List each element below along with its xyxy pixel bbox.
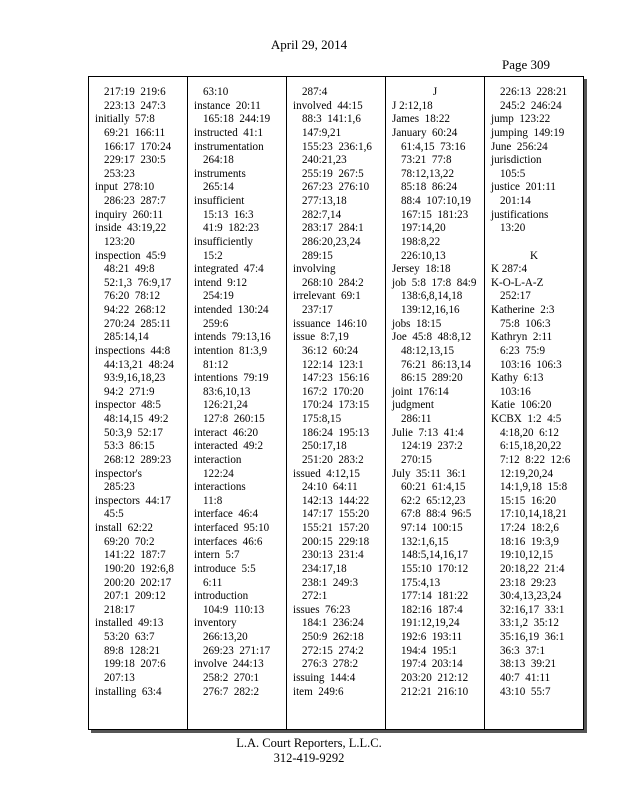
index-line: 83:6,10,13 <box>203 385 251 398</box>
index-line: 199:18 207:6 <box>104 658 166 671</box>
index-line: 17:10,14,18,21 <box>500 508 567 521</box>
index-line: issuance 146:10 <box>293 317 367 330</box>
index-line: intend 9:12 <box>194 276 247 289</box>
index-line: 276:3 278:2 <box>302 658 359 671</box>
index-line: 155:23 236:1,6 <box>302 140 372 153</box>
index-line: 194:4 195:1 <box>401 644 458 657</box>
index-line: Kathryn 2:11 <box>491 331 553 344</box>
index-line: 148:5,14,16,17 <box>401 549 468 562</box>
index-line: interacted 49:2 <box>194 440 264 453</box>
index-line: 62:2 65:12,23 <box>401 494 466 507</box>
index-line: intention 81:3,9 <box>194 344 268 357</box>
index-line: 30:4,13,23,24 <box>500 590 562 603</box>
index-line: 40:7 41:11 <box>500 671 551 684</box>
index-line: issues 76:23 <box>293 603 351 616</box>
index-line: 53:20 63:7 <box>104 631 155 643</box>
index-line: 264:18 <box>203 154 234 167</box>
index-line: 285:23 <box>104 481 135 494</box>
index-line: Julie 7:13 41:4 <box>392 426 464 439</box>
index-line: 167:15 181:23 <box>401 208 469 221</box>
index-line: input 278:10 <box>95 181 155 194</box>
reporter-company: L.A. Court Reporters, L.L.C. <box>236 736 382 750</box>
index-line: 254:19 <box>203 290 234 303</box>
index-line: 245:2 246:24 <box>500 99 562 112</box>
index-line: 175:8,15 <box>302 413 342 425</box>
index-line: 45:5 <box>104 508 124 521</box>
index-line: 175:4,13 <box>401 576 441 589</box>
index-line: 285:14,14 <box>104 331 149 344</box>
index-line: inspections 44:8 <box>95 344 171 357</box>
index-line: 207:13 <box>104 671 135 684</box>
index-line: Kathy 6:13 <box>491 372 544 385</box>
index-line: 198:8,22 <box>401 235 441 248</box>
index-line: 124:19 237:2 <box>401 440 463 453</box>
index-line: 270:15 <box>401 453 432 466</box>
index-line: 287:4 <box>302 86 328 98</box>
index-line: intentions 79:19 <box>194 372 269 385</box>
index-line: 73:21 77:8 <box>401 154 452 167</box>
index-column-3 <box>287 77 386 729</box>
index-line: 282:7,14 <box>302 208 342 221</box>
index-line: KCBX 1:2 4:5 <box>491 413 562 425</box>
index-line: 97:14 100:15 <box>401 522 463 534</box>
index-line: 15:13 16:3 <box>203 208 254 221</box>
index-line: issue 8:7,19 <box>293 331 349 344</box>
index-line: 155:10 170:12 <box>401 562 469 575</box>
index-line: 11:8 <box>203 494 223 507</box>
index-line: 240:21,23 <box>302 154 347 167</box>
index-line: 286:23 287:7 <box>104 195 166 207</box>
index-line: inspector's <box>95 467 142 480</box>
index-line: 270:24 285:11 <box>104 317 171 330</box>
index-line: 203:20 212:12 <box>401 671 469 684</box>
index-line: jumping 149:19 <box>491 126 565 139</box>
index-line: 93:9,16,18,23 <box>104 372 166 385</box>
index-line: joint 176:14 <box>392 385 449 398</box>
index-line: 15:2 <box>203 249 223 262</box>
index-line: K 287:4 <box>491 263 528 276</box>
index-line: Jersey 18:18 <box>392 263 451 276</box>
index-line: jurisdiction <box>491 154 542 167</box>
index-line: 226:10,13 <box>401 249 446 262</box>
index-line: 250:17,18 <box>302 440 347 453</box>
index-line: 20:18,22 21:4 <box>500 562 565 575</box>
index-line: 19:10,12,15 <box>500 549 554 562</box>
index-line: July 35:11 36:1 <box>392 467 467 480</box>
index-line: jump 123:22 <box>491 113 551 126</box>
index-column-5 <box>485 77 583 729</box>
index-line: K-O-L-A-Z <box>491 276 544 289</box>
reporter-phone: 312-419-9292 <box>273 751 345 765</box>
index-line: 276:7 282:2 <box>203 685 260 698</box>
index-line: 32:16,17 33:1 <box>500 603 565 616</box>
index-line: 268:10 284:2 <box>302 276 364 289</box>
index-line: interaction <box>194 453 242 466</box>
index-line: insufficient <box>194 195 245 207</box>
index-line: 103:16 <box>500 385 531 398</box>
index-line: 201:14 <box>500 195 531 207</box>
index-line: intended 130:24 <box>194 304 269 316</box>
index-line: 60:21 61:4,15 <box>401 481 466 494</box>
index-line: 88:3 141:1,6 <box>302 113 361 126</box>
index-line: 14:1,9,18 15:8 <box>500 481 568 494</box>
index-line: 272:1 <box>302 590 328 603</box>
index-line: 12:19,20,24 <box>500 467 554 480</box>
index-line: instrumentation <box>194 140 264 153</box>
index-line: 18:16 19:3,9 <box>500 535 559 548</box>
index-column-2 <box>188 77 287 729</box>
index-line: 138:6,8,14,18 <box>401 290 463 303</box>
index-line: 52:1,3 76:9,17 <box>104 276 172 289</box>
index-line: 197:14,20 <box>401 222 446 235</box>
index-line: 251:20 283:2 <box>302 453 364 466</box>
index-line: J 2:12,18 <box>392 99 433 112</box>
index-line: 123:20 <box>104 235 135 248</box>
index-line: installed 49:13 <box>95 617 164 630</box>
index-line: insufficiently <box>194 235 253 248</box>
index-line: 76:20 78:12 <box>104 290 161 303</box>
index-line: 75:8 106:3 <box>500 317 551 330</box>
index-line: 48:21 49:8 <box>104 263 155 276</box>
index-letter-heading: K <box>529 249 538 262</box>
index-line: 85:18 86:24 <box>401 181 458 194</box>
index-line: inspectors 44:17 <box>95 494 171 507</box>
index-line: 6:15,18,20,22 <box>500 440 562 453</box>
index-line: 17:24 18:2,6 <box>500 522 559 534</box>
index-line: 89:8 128:21 <box>104 644 161 657</box>
index-line: 53:3 86:15 <box>104 440 155 453</box>
index-line: 258:2 270:1 <box>203 671 260 684</box>
index-line: 38:13 39:21 <box>500 658 557 671</box>
index-line: 230:13 231:4 <box>302 549 364 562</box>
index-line: interface 46:4 <box>194 508 259 521</box>
index-line: 69:20 70:2 <box>104 535 155 548</box>
index-line: 126:21,24 <box>203 399 248 412</box>
index-line: 272:15 274:2 <box>302 644 364 657</box>
index-line: 13:20 <box>500 222 526 235</box>
index-line: 165:18 244:19 <box>203 113 271 126</box>
index-line: 252:17 <box>500 290 531 303</box>
index-line: 104:9 110:13 <box>203 603 265 616</box>
index-line: 190:20 192:6,8 <box>104 562 174 575</box>
index-line: 286:20,23,24 <box>302 235 361 248</box>
index-line: 191:12,19,24 <box>401 617 460 630</box>
index-line: issuing 144:4 <box>293 671 356 684</box>
index-line: 238:1 249:3 <box>302 576 359 589</box>
index-line: June 256:24 <box>491 140 548 153</box>
index-line: 23:18 29:23 <box>500 576 557 589</box>
index-line: 267:23 276:10 <box>302 181 370 194</box>
transcript-date: April 29, 2014 <box>270 37 348 52</box>
index-line: justifications <box>491 208 549 221</box>
index-line: 122:14 123:1 <box>302 358 364 371</box>
index-line: 234:17,18 <box>302 562 347 575</box>
index-frame <box>88 76 584 730</box>
index-line: 217:19 219:6 <box>104 86 166 98</box>
index-line: 283:17 284:1 <box>302 222 364 235</box>
index-line: 268:12 289:23 <box>104 453 172 466</box>
index-line: James 18:22 <box>392 113 450 126</box>
index-line: 237:17 <box>302 304 333 316</box>
index-line: 170:24 173:15 <box>302 399 370 412</box>
index-line: 177:14 181:22 <box>401 590 469 603</box>
index-line: intends 79:13,16 <box>194 331 271 344</box>
index-line: 24:10 64:11 <box>302 481 358 494</box>
index-line: inquiry 260:11 <box>95 208 163 221</box>
index-line: 155:21 157:20 <box>302 522 370 534</box>
index-line: inspection 45:9 <box>95 249 166 262</box>
index-line: jobs 18:15 <box>392 317 442 330</box>
index-line: 269:23 271:17 <box>203 644 271 657</box>
index-line: 69:21 166:11 <box>104 126 166 139</box>
index-line: integrated 47:4 <box>194 263 264 276</box>
page-number: Page 309 <box>501 57 550 72</box>
index-line: 33:1,2 35:12 <box>500 617 559 630</box>
index-line: 192:6 193:11 <box>401 631 463 643</box>
index-line: 289:15 <box>302 249 333 262</box>
index-line: 105:5 <box>500 167 526 180</box>
index-line: 200:15 229:18 <box>302 535 370 548</box>
index-line: involve 244:13 <box>194 658 264 671</box>
index-line: 265:14 <box>203 181 234 194</box>
index-line: 103:16 106:3 <box>500 358 562 371</box>
index-letter-heading: J <box>432 86 438 98</box>
index-line: judgment <box>392 399 434 412</box>
index-line: 266:13,20 <box>203 631 248 643</box>
index-line: 48:14,15 49:2 <box>104 413 169 425</box>
index-line: 218:17 <box>104 603 135 616</box>
index-line: introduce 5:5 <box>194 562 256 575</box>
index-line: 41:9 182:23 <box>203 222 260 235</box>
index-line: irrelevant 69:1 <box>293 290 361 303</box>
index-line: 78:12,13,22 <box>401 167 455 180</box>
index-line: 166:17 170:24 <box>104 140 172 153</box>
index-line: 182:16 187:4 <box>401 603 463 616</box>
index-line: inside 43:19,22 <box>95 222 167 235</box>
index-line: 259:6 <box>203 317 229 330</box>
index-columns <box>89 77 583 729</box>
index-line: issued 4:12,15 <box>293 467 360 480</box>
index-line: 7:12 8:22 12:6 <box>500 453 571 466</box>
index-line: 223:13 247:3 <box>104 99 166 112</box>
index-column-1 <box>89 77 188 729</box>
index-line: 139:12,16,16 <box>401 304 460 316</box>
index-line: install 62:22 <box>95 522 153 534</box>
index-line: involving <box>293 263 336 276</box>
index-line: 76:21 86:13,14 <box>401 358 471 371</box>
index-line: 207:1 209:12 <box>104 590 166 603</box>
index-line <box>491 236 583 250</box>
index-line: 132:1,6,15 <box>401 535 449 548</box>
index-line: 167:2 170:20 <box>302 385 364 398</box>
index-line: 226:13 228:21 <box>500 86 568 98</box>
index-line: 200:20 202:17 <box>104 576 172 589</box>
index-line: 36:3 37:1 <box>500 644 545 657</box>
index-line: justice 201:11 <box>491 181 556 194</box>
index-line: 197:4 203:14 <box>401 658 463 671</box>
index-line: 88:4 107:10,19 <box>401 195 471 207</box>
index-line: 127:8 260:15 <box>203 413 265 425</box>
index-line: intern 5:7 <box>194 549 240 562</box>
index-line: 86:15 289:20 <box>401 372 463 385</box>
index-line: 36:12 60:24 <box>302 344 359 357</box>
index-line: installing 63:4 <box>95 685 162 698</box>
index-line: 6:11 <box>203 576 223 589</box>
index-line: 44:13,21 48:24 <box>104 358 174 371</box>
index-line: Katherine 2:3 <box>491 304 555 316</box>
index-line: job 5:8 17:8 84:9 <box>392 276 477 289</box>
index-line: inspector 48:5 <box>95 399 161 412</box>
index-line: 147:17 155:20 <box>302 508 370 521</box>
index-line: 184:1 236:24 <box>302 617 364 630</box>
index-line: 255:19 267:5 <box>302 167 364 180</box>
index-line: involved 44:15 <box>293 99 363 112</box>
index-line: Joe 45:8 48:8,12 <box>392 331 472 344</box>
index-line: 122:24 <box>203 467 234 480</box>
index-line: interfaced 95:10 <box>194 522 270 534</box>
index-line: 141:22 187:7 <box>104 549 166 562</box>
index-line: 147:23 156:16 <box>302 372 370 385</box>
index-line: interfaces 46:6 <box>194 535 263 548</box>
index-line: Katie 106:20 <box>491 399 552 412</box>
index-line: 15:15 16:20 <box>500 494 557 507</box>
index-line: 253:23 <box>104 167 135 180</box>
index-line: 35:16,19 36:1 <box>500 631 565 643</box>
index-line: 63:10 <box>203 86 229 98</box>
index-line: 6:23 75:9 <box>500 344 545 357</box>
index-line: 48:12,13,15 <box>401 344 455 357</box>
index-line: 94:22 268:12 <box>104 304 166 316</box>
index-line: January 60:24 <box>392 126 458 139</box>
index-line: 50:3,9 52:17 <box>104 426 163 439</box>
index-line: 67:8 88:4 96:5 <box>401 508 472 521</box>
index-line: 250:9 262:18 <box>302 631 364 643</box>
index-column-4 <box>386 77 485 729</box>
index-line: 212:21 216:10 <box>401 685 469 698</box>
index-line: instance 20:11 <box>194 99 261 112</box>
index-line: 4:18,20 6:12 <box>500 426 559 439</box>
index-line: 147:9,21 <box>302 126 342 139</box>
index-line: 229:17 230:5 <box>104 154 166 167</box>
index-line: initially 57:8 <box>95 113 155 126</box>
index-line: 286:11 <box>401 413 432 425</box>
index-line: interactions <box>194 481 246 494</box>
index-line: introduction <box>194 590 249 603</box>
index-line: 277:13,18 <box>302 195 347 207</box>
index-line: instruments <box>194 167 246 180</box>
index-line: item 249:6 <box>293 685 344 698</box>
index-line: 142:13 144:22 <box>302 494 370 507</box>
index-line: instructed 41:1 <box>194 126 264 139</box>
index-line: 81:12 <box>203 358 229 371</box>
index-line: 94:2 271:9 <box>104 385 155 398</box>
index-line: inventory <box>194 617 237 630</box>
index-line: 186:24 195:13 <box>302 426 370 439</box>
index-line: 61:4,15 73:16 <box>401 140 466 153</box>
index-line: 43:10 55:7 <box>500 685 551 698</box>
index-line: interact 46:20 <box>194 426 259 439</box>
